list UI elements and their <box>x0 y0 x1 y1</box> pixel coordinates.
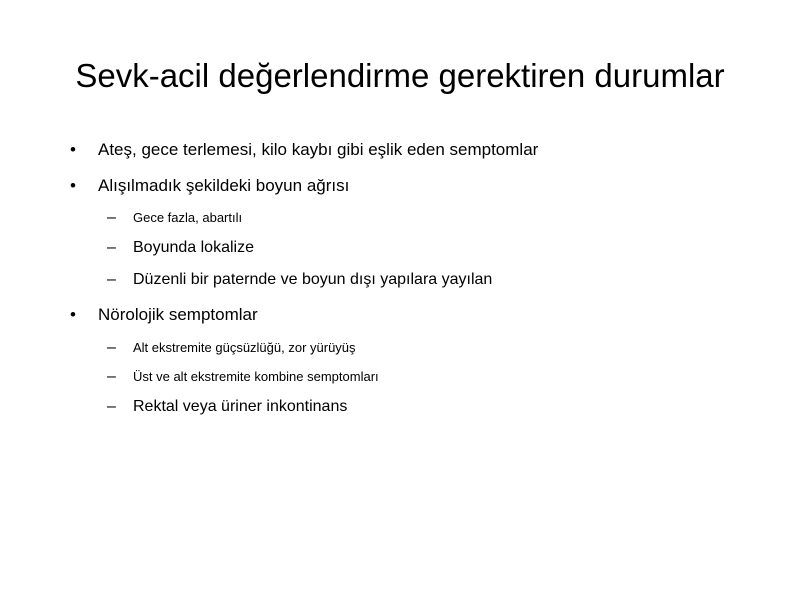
sub-bullet-item <box>107 269 493 291</box>
sub-bullet-item <box>107 396 348 418</box>
dash-marker: – <box>107 271 116 288</box>
dash-marker: – <box>107 368 116 385</box>
bullet-marker: • <box>70 140 76 159</box>
sub-bullet-text: Alt ekstremite güçsüzlüğü, zor yürüyüş <box>133 340 356 355</box>
sub-bullet-text: Gece fazla, abartılı <box>133 210 243 225</box>
bullet-text: Ateş, gece terlemesi, kilo kaybı gibi eşlik eden semptomlar <box>98 140 539 159</box>
bullet-text: Nörolojik semptomlar <box>98 305 258 324</box>
bullet-item <box>70 304 258 326</box>
bullet-item <box>70 175 350 197</box>
sub-bullet-item <box>107 207 243 229</box>
sub-bullet-text: Boyunda lokalize <box>133 239 254 256</box>
bullet-marker: • <box>70 305 76 324</box>
dash-marker: – <box>107 339 116 356</box>
bullet-text: Alışılmadık şekildeki boyun ağrısı <box>98 176 350 195</box>
sub-bullet-item <box>107 337 356 359</box>
sub-bullet-item <box>107 366 379 388</box>
bullet-item <box>70 139 539 161</box>
dash-marker: – <box>107 209 116 226</box>
sub-bullet-text: Üst ve alt ekstremite kombine semptomları <box>133 369 379 384</box>
sub-bullet-item <box>107 237 254 259</box>
dash-marker: – <box>107 239 116 256</box>
bullet-marker: • <box>70 176 76 195</box>
dash-marker: – <box>107 398 116 415</box>
sub-bullet-text: Düzenli bir paternde ve boyun dışı yapılara yayılan <box>133 271 493 288</box>
slide-title: Sevk-acil değerlendirme gerektiren durumlar <box>75 57 725 94</box>
sub-bullet-text: Rektal veya üriner inkontinans <box>133 398 348 415</box>
